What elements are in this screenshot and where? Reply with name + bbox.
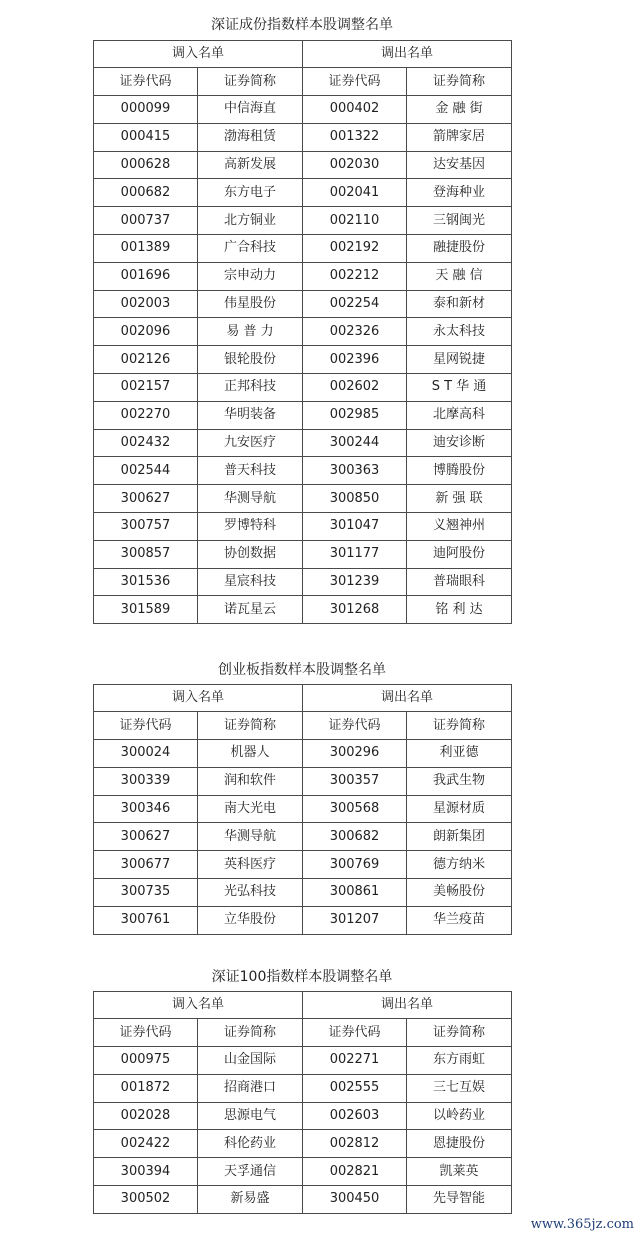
table-row [94, 1130, 512, 1158]
in-code-cell: 300627 [94, 485, 198, 513]
in-code-cell: 300757 [94, 512, 198, 540]
table-row [94, 179, 512, 207]
out-code-cell: 300568 [303, 795, 407, 823]
out-name-cell: 先导智能 [407, 1185, 512, 1213]
in-code-cell: 300394 [94, 1158, 198, 1186]
out-name-header: 证券简称 [407, 712, 512, 740]
out-name-cell: 星网锐捷 [407, 346, 512, 374]
in-code-header: 证券代码 [94, 1019, 198, 1047]
table-row [94, 1074, 512, 1102]
out-code-cell: 002603 [303, 1102, 407, 1130]
table-row [94, 596, 512, 624]
out-name-cell: 朗新集团 [407, 823, 512, 851]
out-code-cell: 001322 [303, 123, 407, 151]
in-code-cell: 002544 [94, 457, 198, 485]
in-name-header: 证券简称 [198, 712, 303, 740]
in-name-cell: 新易盛 [198, 1185, 303, 1213]
out-code-cell: 002041 [303, 179, 407, 207]
table-row [94, 123, 512, 151]
out-code-cell: 300244 [303, 429, 407, 457]
in-code-cell: 000737 [94, 207, 198, 235]
out-name-cell: 迪安诊断 [407, 429, 512, 457]
in-code-cell: 000099 [94, 96, 198, 124]
table-row [94, 906, 512, 934]
in-name-header: 证券简称 [198, 1019, 303, 1047]
out-code-cell: 002192 [303, 234, 407, 262]
table-row [94, 568, 512, 596]
table-row [94, 429, 512, 457]
out-code-cell: 300450 [303, 1185, 407, 1213]
table-row [94, 290, 512, 318]
in-name-cell: 诺瓦星云 [198, 596, 303, 624]
in-code-header: 证券代码 [94, 712, 198, 740]
adjustment-table [93, 40, 512, 624]
out-code-cell: 002821 [303, 1158, 407, 1186]
in-name-cell: 九安医疗 [198, 429, 303, 457]
out-code-cell: 300861 [303, 878, 407, 906]
in-code-cell: 001389 [94, 234, 198, 262]
out-name-cell: 登海种业 [407, 179, 512, 207]
group-header-row [94, 992, 512, 1019]
table-row [94, 540, 512, 568]
in-name-cell: 广合科技 [198, 234, 303, 262]
in-name-cell: 思源电气 [198, 1102, 303, 1130]
table-row [94, 1185, 512, 1213]
out-code-cell: 301239 [303, 568, 407, 596]
in-code-cell: 300339 [94, 767, 198, 795]
in-name-cell: 机器人 [198, 740, 303, 768]
column-header-row [94, 712, 512, 740]
in-code-cell: 300761 [94, 906, 198, 934]
out-code-cell: 300682 [303, 823, 407, 851]
out-name-cell: 新 强 联 [407, 485, 512, 513]
table-row [94, 795, 512, 823]
group-header-row [94, 41, 512, 68]
in-code-cell: 301536 [94, 568, 198, 596]
in-name-cell: 银轮股份 [198, 346, 303, 374]
out-name-cell: 以岭药业 [407, 1102, 512, 1130]
out-code-cell: 002110 [303, 207, 407, 235]
out-code-cell: 002555 [303, 1074, 407, 1102]
in-list-header: 调入名单 [94, 685, 303, 712]
in-name-cell: 华明装备 [198, 401, 303, 429]
out-name-cell: 泰和新材 [407, 290, 512, 318]
out-code-cell: 300296 [303, 740, 407, 768]
out-code-cell: 000402 [303, 96, 407, 124]
out-code-cell: 002812 [303, 1130, 407, 1158]
in-code-cell: 002157 [94, 373, 198, 401]
in-name-cell: 宗申动力 [198, 262, 303, 290]
in-code-cell: 002422 [94, 1130, 198, 1158]
in-name-cell: 高新发展 [198, 151, 303, 179]
in-code-cell: 002270 [94, 401, 198, 429]
in-name-header: 证券简称 [198, 68, 303, 96]
in-name-cell: 天孚通信 [198, 1158, 303, 1186]
in-code-cell: 300735 [94, 878, 198, 906]
in-name-cell: 普天科技 [198, 457, 303, 485]
in-code-cell: 002003 [94, 290, 198, 318]
in-name-cell: 立华股份 [198, 906, 303, 934]
table-row [94, 740, 512, 768]
in-name-cell: 易 普 力 [198, 318, 303, 346]
out-name-cell: 美畅股份 [407, 878, 512, 906]
table-row [94, 373, 512, 401]
out-name-cell: 迪阿股份 [407, 540, 512, 568]
out-name-header: 证券简称 [407, 1019, 512, 1047]
table-row [94, 262, 512, 290]
in-list-header: 调入名单 [94, 992, 303, 1019]
in-list-header: 调入名单 [94, 41, 303, 68]
table-row [94, 457, 512, 485]
out-name-cell: 利亚德 [407, 740, 512, 768]
in-name-cell: 渤海租赁 [198, 123, 303, 151]
out-code-cell: 002030 [303, 151, 407, 179]
out-name-cell: 东方雨虹 [407, 1047, 512, 1075]
adjustment-table [93, 684, 512, 935]
in-name-cell: 伟星股份 [198, 290, 303, 318]
table-row [94, 1158, 512, 1186]
section-title: 深证成份指数样本股调整名单 [211, 17, 393, 33]
out-name-cell: 华兰疫苗 [407, 906, 512, 934]
out-code-cell: 300850 [303, 485, 407, 513]
in-code-cell: 001696 [94, 262, 198, 290]
section-title: 深证100指数样本股调整名单 [211, 969, 393, 985]
out-name-cell: 铭 利 达 [407, 596, 512, 624]
out-list-header: 调出名单 [303, 685, 512, 712]
out-code-cell: 002602 [303, 373, 407, 401]
in-code-cell: 300024 [94, 740, 198, 768]
in-name-cell: 英科医疗 [198, 851, 303, 879]
out-code-cell: 002326 [303, 318, 407, 346]
column-header-row [94, 1019, 512, 1047]
out-name-header: 证券简称 [407, 68, 512, 96]
group-header-row [94, 685, 512, 712]
out-name-cell: 箭牌家居 [407, 123, 512, 151]
out-code-cell: 301047 [303, 512, 407, 540]
table-row [94, 318, 512, 346]
in-code-cell: 000682 [94, 179, 198, 207]
table-row [94, 346, 512, 374]
in-name-cell: 科伦药业 [198, 1130, 303, 1158]
out-code-cell: 002985 [303, 401, 407, 429]
out-name-cell: 天 融 信 [407, 262, 512, 290]
table-row [94, 234, 512, 262]
watermark: www.365jz.com [530, 1217, 634, 1232]
out-name-cell: 北摩高科 [407, 401, 512, 429]
out-code-cell: 002212 [303, 262, 407, 290]
in-code-cell: 300627 [94, 823, 198, 851]
out-list-header: 调出名单 [303, 41, 512, 68]
in-name-cell: 协创数据 [198, 540, 303, 568]
out-code-cell: 300769 [303, 851, 407, 879]
out-code-cell: 002254 [303, 290, 407, 318]
in-name-cell: 中信海直 [198, 96, 303, 124]
table-row [94, 207, 512, 235]
out-name-cell: 我武生物 [407, 767, 512, 795]
out-name-cell: 达安基因 [407, 151, 512, 179]
in-name-cell: 正邦科技 [198, 373, 303, 401]
section-title: 创业板指数样本股调整名单 [218, 662, 386, 678]
out-code-cell: 301207 [303, 906, 407, 934]
in-name-cell: 招商港口 [198, 1074, 303, 1102]
table-row [94, 96, 512, 124]
out-name-cell: 三七互娱 [407, 1074, 512, 1102]
out-name-cell: 恩捷股份 [407, 1130, 512, 1158]
in-code-cell: 300502 [94, 1185, 198, 1213]
out-code-cell: 301268 [303, 596, 407, 624]
in-code-cell: 300857 [94, 540, 198, 568]
in-code-header: 证券代码 [94, 68, 198, 96]
table-row [94, 401, 512, 429]
out-name-cell: 永太科技 [407, 318, 512, 346]
out-name-cell: 普瑞眼科 [407, 568, 512, 596]
in-code-cell: 002432 [94, 429, 198, 457]
out-name-cell: S T 华 通 [407, 373, 512, 401]
in-name-cell: 山金国际 [198, 1047, 303, 1075]
in-code-cell: 300677 [94, 851, 198, 879]
out-code-cell: 300363 [303, 457, 407, 485]
in-code-cell: 300346 [94, 795, 198, 823]
out-name-cell: 凯莱英 [407, 1158, 512, 1186]
in-name-cell: 润和软件 [198, 767, 303, 795]
out-name-cell: 星源材质 [407, 795, 512, 823]
in-code-cell: 000975 [94, 1047, 198, 1075]
table-row [94, 878, 512, 906]
table-row [94, 485, 512, 513]
out-name-cell: 融捷股份 [407, 234, 512, 262]
out-name-cell: 三钢闽光 [407, 207, 512, 235]
in-name-cell: 光弘科技 [198, 878, 303, 906]
out-code-cell: 301177 [303, 540, 407, 568]
in-code-cell: 301589 [94, 596, 198, 624]
in-name-cell: 北方铜业 [198, 207, 303, 235]
column-header-row [94, 68, 512, 96]
out-code-header: 证券代码 [303, 712, 407, 740]
out-code-cell: 300357 [303, 767, 407, 795]
out-name-cell: 博腾股份 [407, 457, 512, 485]
table-row [94, 823, 512, 851]
table-row [94, 851, 512, 879]
in-name-cell: 南大光电 [198, 795, 303, 823]
out-name-cell: 义翘神州 [407, 512, 512, 540]
out-code-header: 证券代码 [303, 68, 407, 96]
adjustment-table [93, 991, 512, 1214]
in-code-cell: 001872 [94, 1074, 198, 1102]
table-row [94, 512, 512, 540]
in-name-cell: 东方电子 [198, 179, 303, 207]
table-row [94, 1102, 512, 1130]
in-code-cell: 002126 [94, 346, 198, 374]
in-code-cell: 002028 [94, 1102, 198, 1130]
out-name-cell: 金 融 街 [407, 96, 512, 124]
out-list-header: 调出名单 [303, 992, 512, 1019]
in-code-cell: 000628 [94, 151, 198, 179]
out-code-cell: 002271 [303, 1047, 407, 1075]
in-code-cell: 002096 [94, 318, 198, 346]
in-name-cell: 华测导航 [198, 823, 303, 851]
out-name-cell: 德方纳米 [407, 851, 512, 879]
in-name-cell: 星宸科技 [198, 568, 303, 596]
out-code-header: 证券代码 [303, 1019, 407, 1047]
in-code-cell: 000415 [94, 123, 198, 151]
in-name-cell: 罗博特科 [198, 512, 303, 540]
table-row [94, 1047, 512, 1075]
in-name-cell: 华测导航 [198, 485, 303, 513]
table-row [94, 151, 512, 179]
table-row [94, 767, 512, 795]
out-code-cell: 002396 [303, 346, 407, 374]
